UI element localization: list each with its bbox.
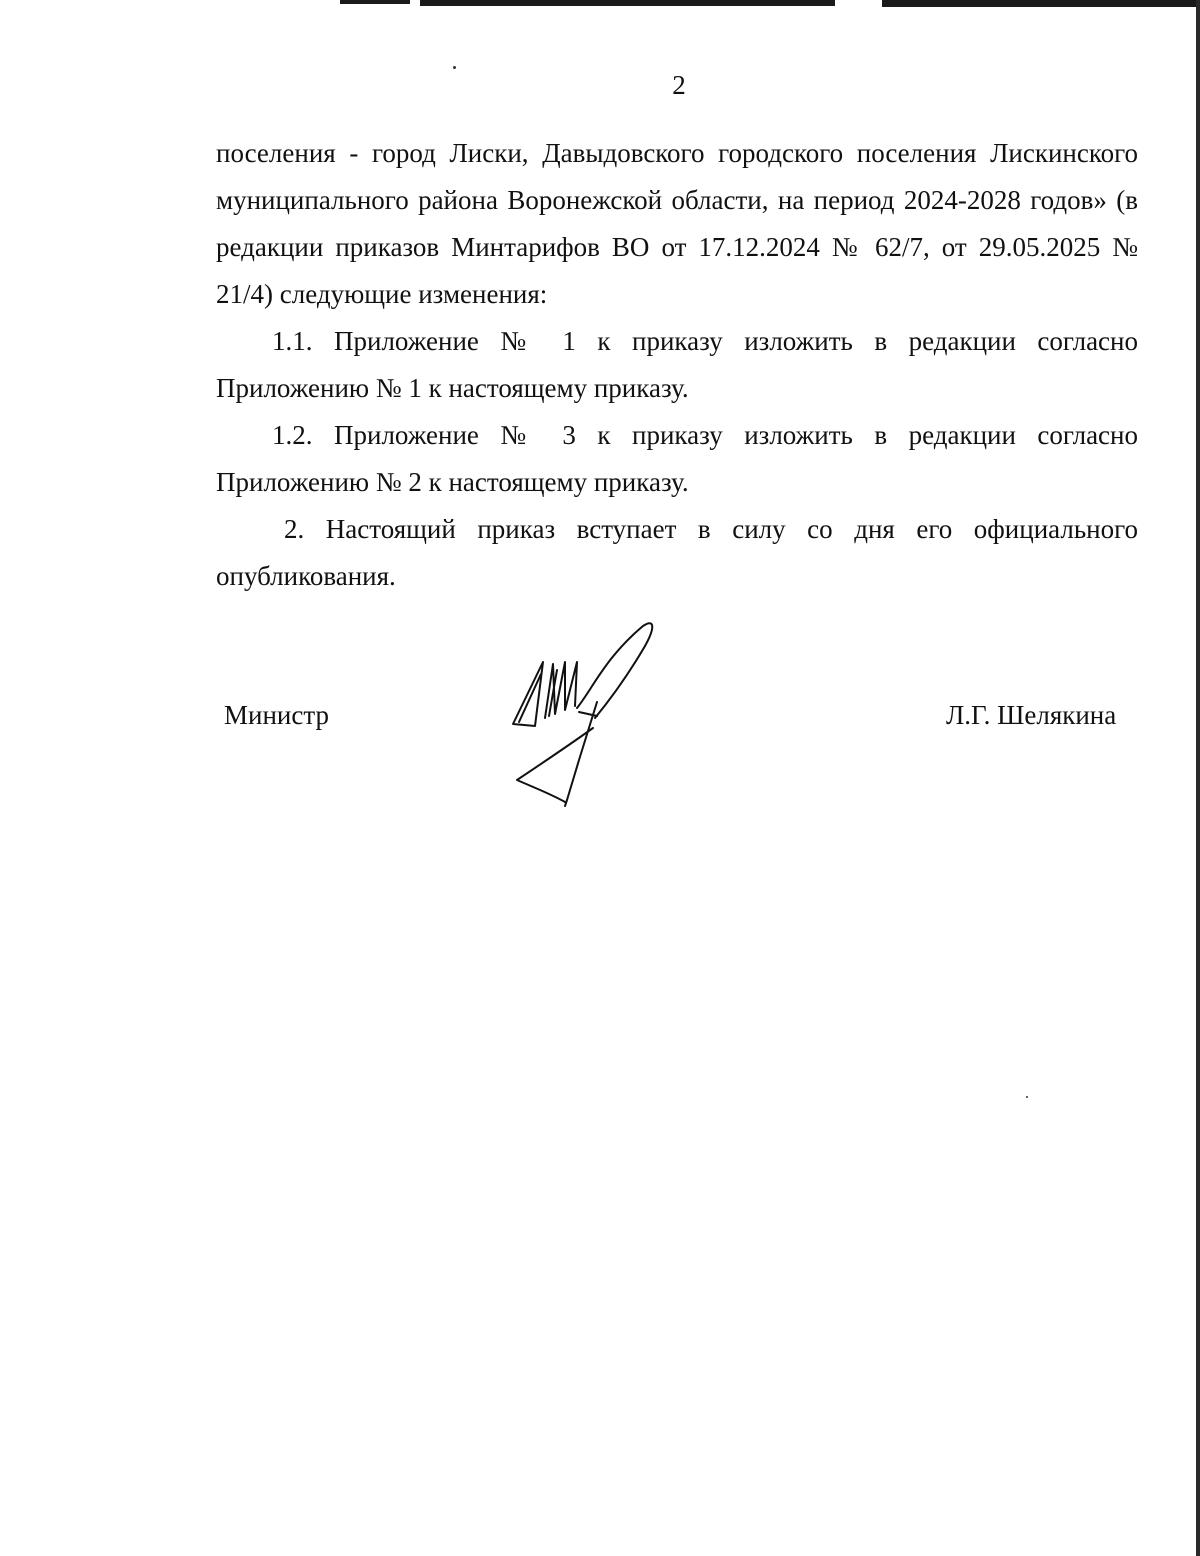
paragraph-item-1-2: 1.2. Приложение № 3 к приказу изложить в редакции согласно Приложению № 2 к настоящему приказу. [216, 420, 1138, 497]
handwritten-signature [505, 618, 665, 808]
paragraph-item-1-1: 1.1. Приложение № 1 к приказу изложить в редакции согласно Приложению № 1 к настоящему приказу. [216, 326, 1138, 403]
paragraph-item-2: 2. Настоящий приказ вступает в силу со дня его официального опубликования. [216, 514, 1138, 591]
scan-artifact [882, 0, 1200, 7]
scan-edge [1196, 0, 1200, 1556]
document-body [216, 130, 1138, 600]
scan-speck [453, 66, 456, 69]
signatory-name: Л.Г. Шелякина [946, 700, 1117, 730]
paragraph-continuation: поселения - город Лиски, Давыдовского городского поселения Лискинского муниципального района Воронежской области, на период 2024-2028 годов» (в редакции приказов Минтарифов ВО от 17.12.2024 № 62/7, от 29.05.2025 № 21/4) следующие изменения: [216, 138, 1138, 309]
signatory-title: Министр [224, 700, 329, 730]
scan-artifact [420, 0, 835, 6]
scan-artifact [340, 0, 410, 4]
page-number: 2 [672, 70, 686, 100]
scan-speck [1026, 1096, 1028, 1098]
